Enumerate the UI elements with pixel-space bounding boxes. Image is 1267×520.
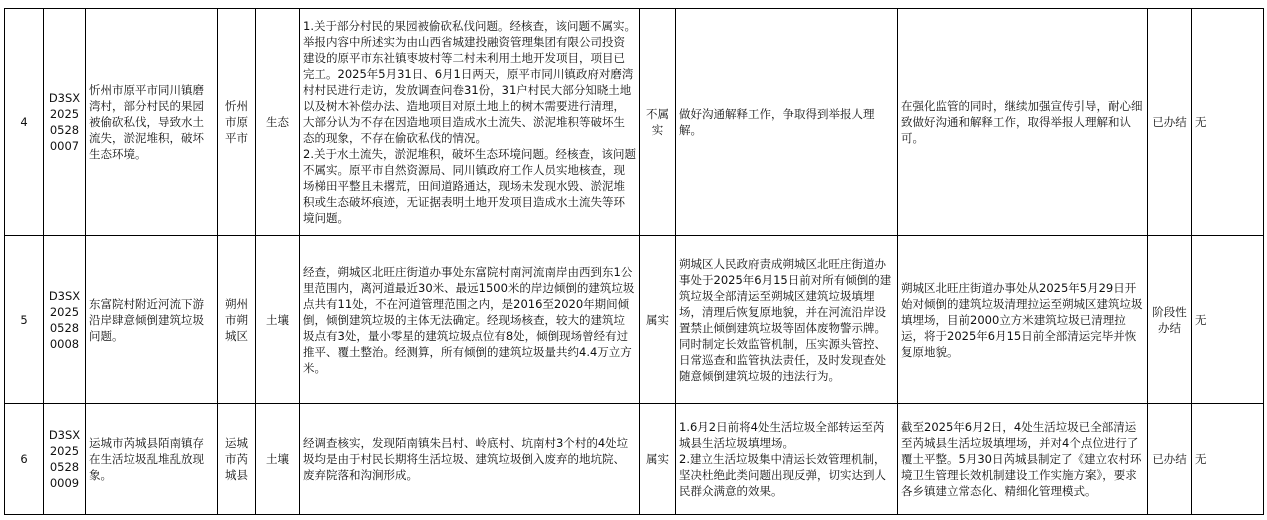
rectification-progress: 朔城区北旺庄街道办事处从2025年5月29日开始对倾倒的建筑垃圾清理拉运至朔城区建筑垃圾填埋场，目前2000立方米建筑垃圾已清理拉运，将于2025年6月15日前全部清运完毕并恢复原地貌。 bbox=[898, 236, 1148, 404]
row-number: 4 bbox=[5, 9, 44, 236]
case-code: D3SX202505280007 bbox=[44, 9, 86, 236]
completion-status: 已办结 bbox=[1148, 404, 1192, 515]
case-code: D3SX202505280009 bbox=[44, 404, 86, 515]
pollution-type: 土壤 bbox=[256, 236, 300, 404]
case-code: D3SX202505280008 bbox=[44, 236, 86, 404]
handling-measures: 做好沟通解释工作，争取得到举报人理解。 bbox=[676, 9, 898, 236]
investigation-findings: 经调查核实，发现陌南镇朱吕村、岭底村、坑南村3个村的4处垃圾均是由于村民长期将生活垃圾、建筑垃圾倒入废弃的地坑院、废弃院落和沟涧形成。 bbox=[300, 404, 640, 515]
rectification-progress: 在强化监管的同时，继续加强宣传引导，耐心细致做好沟通和解释工作，取得举报人理解和认可。 bbox=[898, 9, 1148, 236]
pollution-type: 生态 bbox=[256, 9, 300, 236]
administrative-area: 朔州市朔城区 bbox=[218, 236, 256, 404]
table-row bbox=[5, 9, 1264, 236]
case-table bbox=[4, 8, 1264, 515]
row-number: 6 bbox=[5, 404, 44, 515]
accountability: 无 bbox=[1192, 404, 1264, 515]
verification-result: 属实 bbox=[640, 404, 676, 515]
issue-description: 东富院村附近河流下游沿岸肆意倾倒建筑垃圾问题。 bbox=[86, 236, 218, 404]
row-number: 5 bbox=[5, 236, 44, 404]
completion-status: 阶段性办结 bbox=[1148, 236, 1192, 404]
table-row bbox=[5, 236, 1264, 404]
administrative-area: 运城市芮城县 bbox=[218, 404, 256, 515]
completion-status: 已办结 bbox=[1148, 9, 1192, 236]
accountability: 无 bbox=[1192, 236, 1264, 404]
administrative-area: 忻州市原平市 bbox=[218, 9, 256, 236]
handling-measures: 朔城区人民政府责成朔城区北旺庄街道办事处于2025年6月15日前对所有倾倒的建筑垃圾全部清运至朔城区建筑垃圾填埋场，清理后恢复原地貌，并在河流沿岸设置禁止倾倒建筑垃圾等固体废物警示牌。同时制定长效监管机制，压实源头管控、日常巡查和监管执法责任，及时发现查处随意倾倒建筑垃圾的违法行为。 bbox=[676, 236, 898, 404]
investigation-findings: 经查，朔城区北旺庄街道办事处东富院村南河流南岸由西到东1公里范围内，离河道最近30米、最远1500米的岸边倾倒的建筑垃圾点共有11处，不在河道管理范围之内，是2016至2020年期间倾倒，倾倒建筑垃圾的主体无法确定。经现场核查，较大的建筑垃圾点有3处，量小零星的建筑垃圾点位有8处，倾倒现场曾经有过推平、覆土整治。经测算，所有倾倒的建筑垃圾量共约4.4万立方米。 bbox=[300, 236, 640, 404]
pollution-type: 土壤 bbox=[256, 404, 300, 515]
accountability: 无 bbox=[1192, 9, 1264, 236]
rectification-progress: 截至2025年6月2日，4处生活垃圾已全部清运至芮城县生活垃圾填埋场，并对4个点位进行了覆土平整。5月30日芮城县制定了《建立农村环境卫生管理长效机制建设工作实施方案》，要求各乡镇建立常态化、精细化管理模式。 bbox=[898, 404, 1148, 515]
investigation-findings: 1.关于部分村民的果园被偷砍私伐问题。经核查，该问题不属实。举报内容中所述实为由山西省城建投融资管理集团有限公司投资建设的原平市东社镇枣坡村等二村未利用土地开发项目，项目已完工。2025年5月31日、6月1日两天，原平市同川镇政府对磨湾村村民进行走访，发放调查问卷31份，31户村民大部分知晓土地以及树木补偿办法、造地项目对原土地上的树木需要进行清理，大部分认为不存在因造地项目造成水土流失、淤泥堆积等破坏生态的现象，不存在偷砍私伐的情况。 2.关于水土流失，淤泥堆积，破坏生态环境问题。经核查，该问题不属实。原平市自然资源局、同川镇政府工作人员实地核查，现场梯田平整且未撂荒，田间道路通达，现场未发现水毁、淤泥堆积或生态破坏痕迹，无证据表明土地开发项目造成水土流失等环境问题。 bbox=[300, 9, 640, 236]
handling-measures: 1.6月2日前将4处生活垃圾全部转运至芮城县生活垃圾填埋场。 2.建立生活垃圾集中清运长效管理机制，坚决杜绝此类问题出现反弹，切实达到人民群众满意的效果。 bbox=[676, 404, 898, 515]
verification-result: 属实 bbox=[640, 236, 676, 404]
verification-result: 不属实 bbox=[640, 9, 676, 236]
issue-description: 运城市芮城县陌南镇存在生活垃圾乱堆乱放现象。 bbox=[86, 404, 218, 515]
table-row bbox=[5, 404, 1264, 515]
issue-description: 忻州市原平市同川镇磨湾村，部分村民的果园被偷砍私伐，导致水土流失，淤泥堆积，破坏生态环境。 bbox=[86, 9, 218, 236]
